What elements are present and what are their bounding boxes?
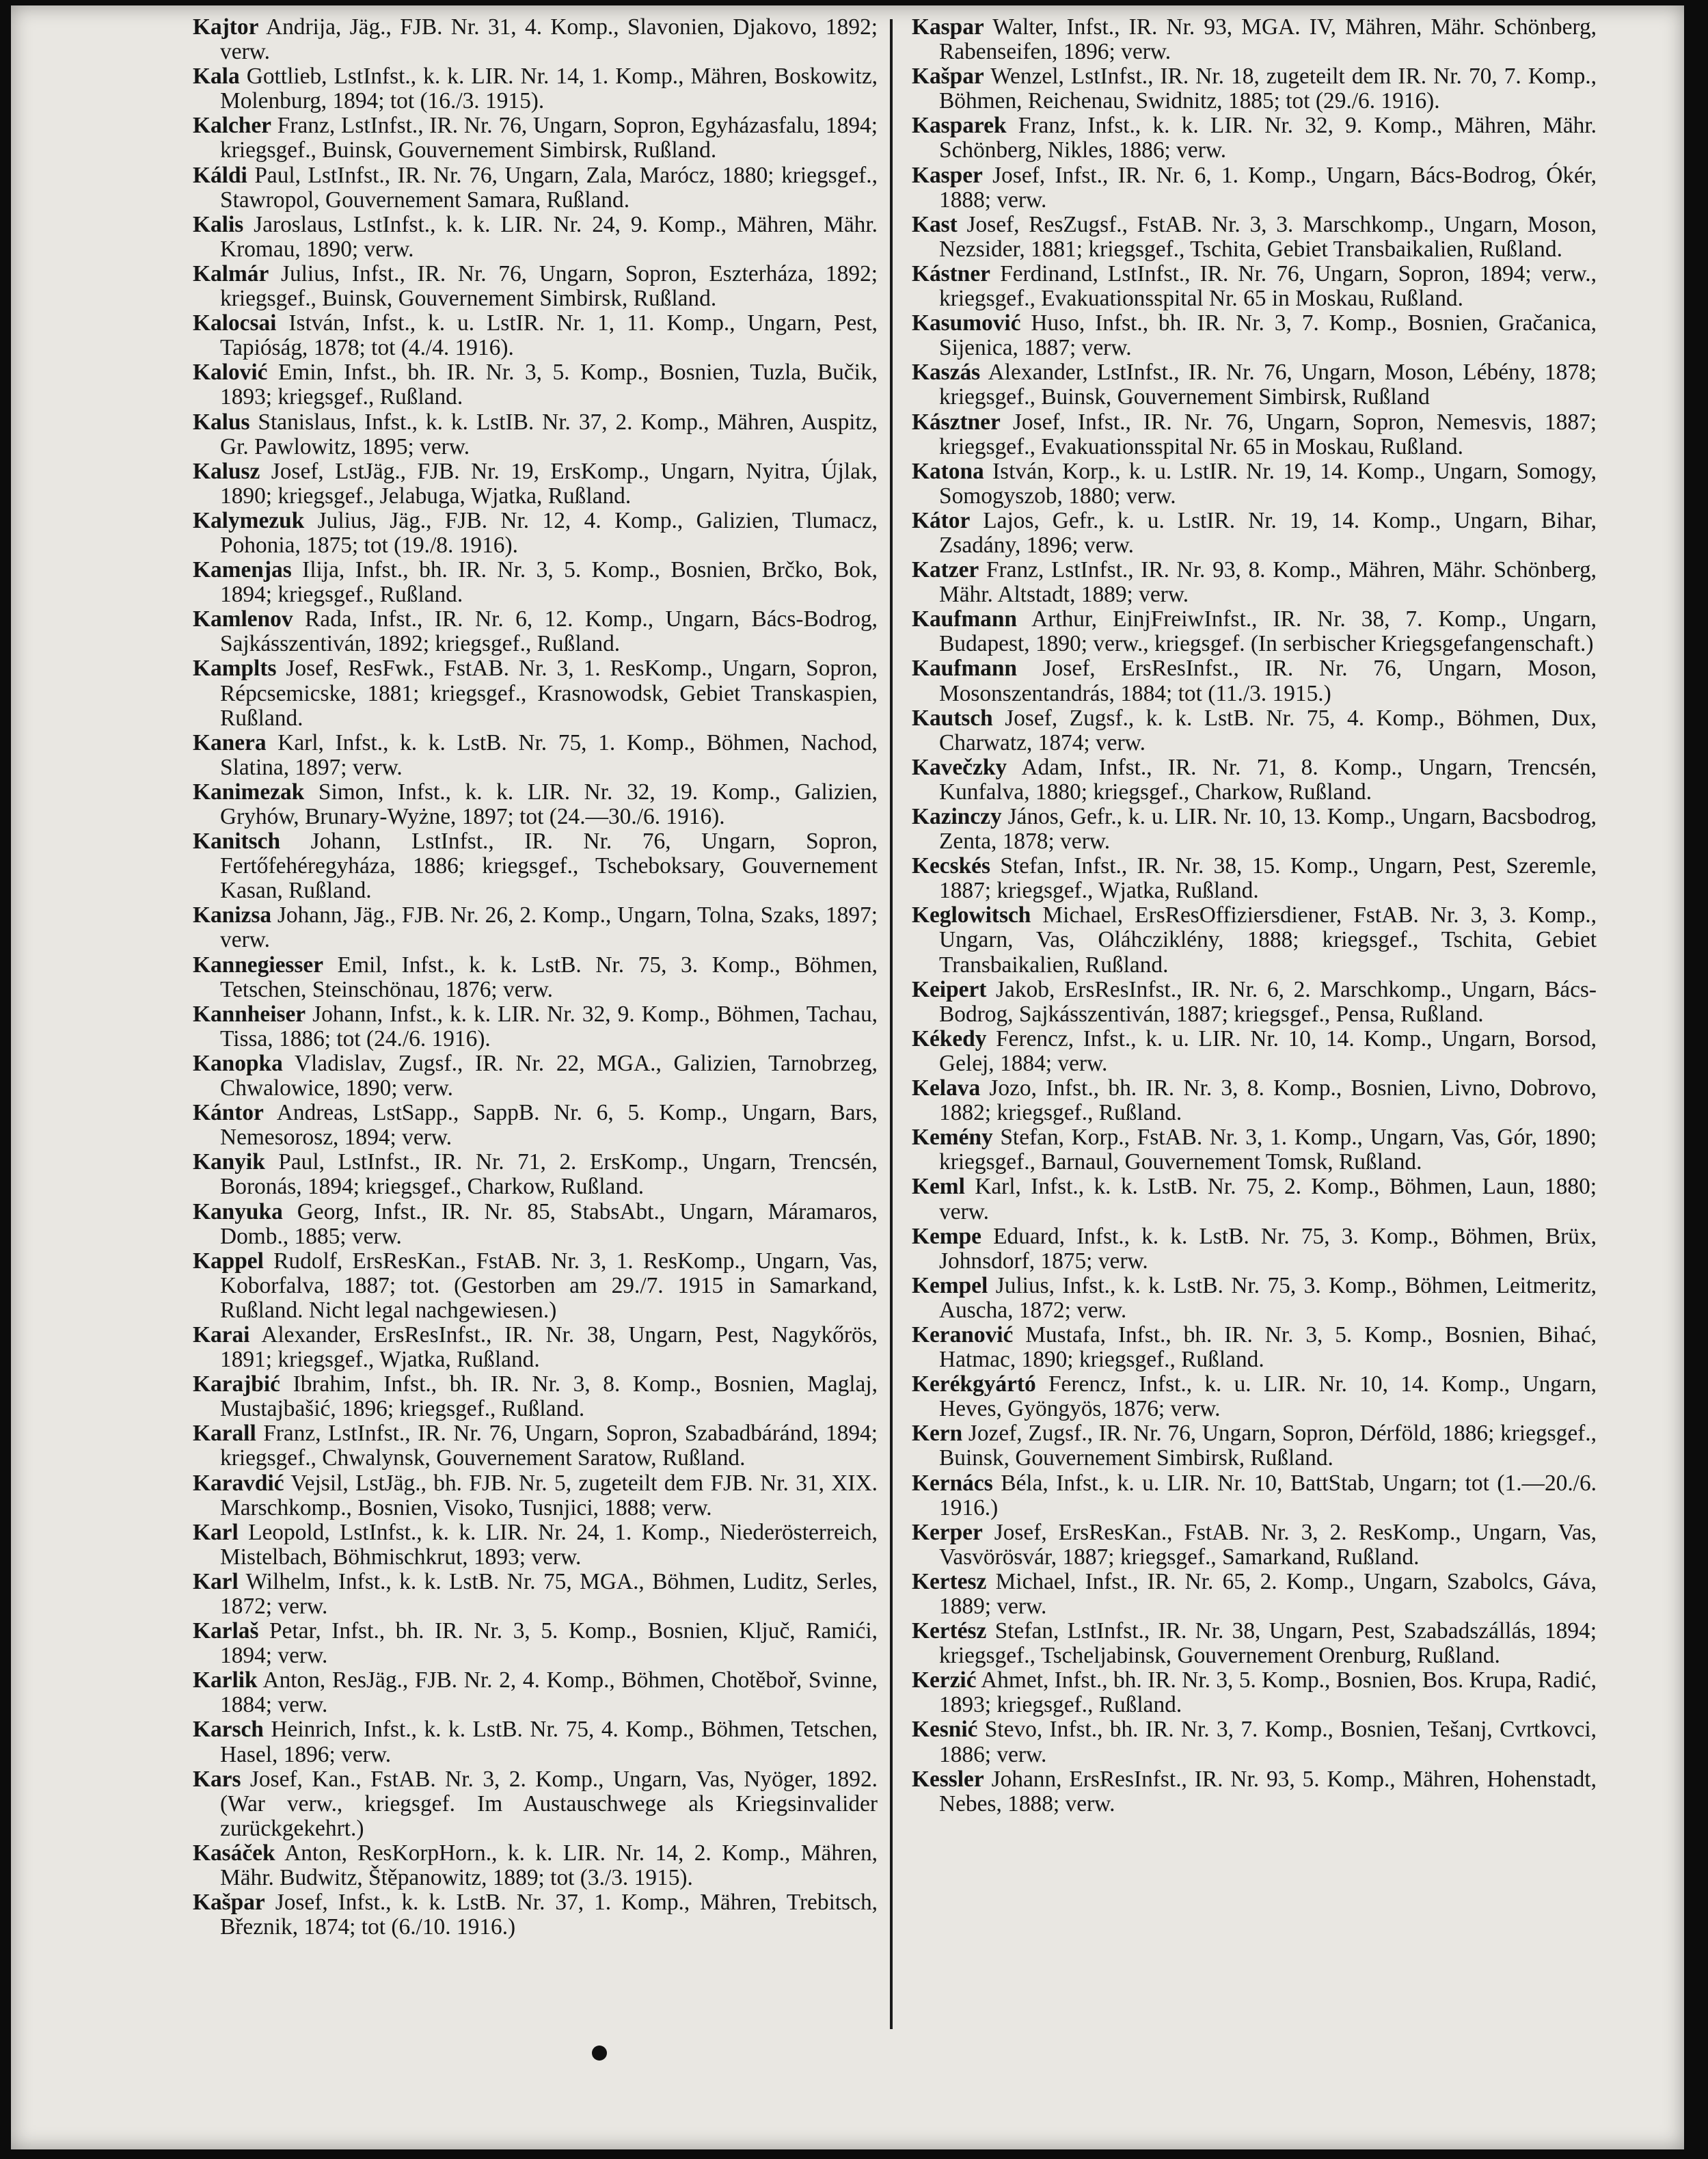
list-entry	[912, 1520, 1597, 1570]
entry-details: Julius, Infst., IR. Nr. 76, Ungarn, Sopron, Eszterháza, 1892; kriegsgef., Buinsk, Gouvernement Simbirsk, Rußland.	[220, 260, 878, 312]
entry-details: Jakob, ErsResInfst., IR. Nr. 6, 2. Marschkomp., Ungarn, Bács-Bodrog, Sajkásszentiván, 1887; kriegsgef., Pensa, Rußland.	[939, 976, 1597, 1027]
entry-surname: Kappel	[193, 1248, 264, 1274]
entry-surname: Kántor	[193, 1100, 264, 1126]
entry-details: Emin, Infst., bh. IR. Nr. 3, 5. Komp., Bosnien, Tuzla, Bučik, 1893; kriegsgef., Rußland.	[220, 360, 878, 410]
list-entry	[193, 311, 878, 360]
entry-details: Vejsil, LstJäg., bh. FJB. Nr. 5, zugeteilt dem FJB. Nr. 31, XIX. Marschkomp., Bosnien, Visoko, Tusnjici, 1888; verw.	[220, 1470, 878, 1520]
entry-surname: Kástner	[912, 260, 990, 286]
list-entry	[912, 755, 1597, 805]
entry-surname: Kanimezak	[193, 779, 305, 805]
list-entry	[193, 1150, 878, 1199]
entry-details: Josef, ResZugsf., FstAB. Nr. 3, 3. Marschkomp., Ungarn, Moson, Nezsider, 1881; kriegsgef., Tschita, Gebiet Transbaikalien, Rußland.	[939, 211, 1597, 262]
list-entry	[912, 978, 1597, 1027]
entry-surname: Kerzić	[912, 1667, 977, 1693]
entry-surname: Kaspar	[912, 14, 984, 40]
entry-details: Ilija, Infst., bh. IR. Nr. 3, 5. Komp., Bosnien, Brčko, Bok, 1894; kriegsgef., Rußland.	[220, 557, 878, 608]
entry-details: Josef, ErsResKan., FstAB. Nr. 3, 2. ResKomp., Ungarn, Vas, Vasvörösvár, 1887; kriegsgef., Samarkand, Rußland.	[939, 1519, 1597, 1570]
list-entry	[912, 15, 1597, 64]
entry-details: Georg, Infst., IR. Nr. 85, StabsAbt., Ungarn, Máramaros, Domb., 1885; verw.	[220, 1198, 878, 1249]
entry-surname: Kalus	[193, 409, 250, 435]
entry-surname: Keglowitsch	[912, 902, 1031, 928]
list-entry	[912, 558, 1597, 607]
list-entry	[193, 558, 878, 607]
list-entry	[912, 459, 1597, 509]
entry-surname: Kamenjas	[193, 557, 292, 583]
entry-details: Josef, Infst., IR. Nr. 76, Ungarn, Sopron, Nemesvis, 1887; kriegsgef., Evakuationsspital Nr. 65 in Moskau, Rußland.	[939, 409, 1597, 459]
entry-surname: Kanopka	[193, 1050, 283, 1076]
right-column	[912, 15, 1597, 1816]
entry-details: Andrija, Jäg., FJB. Nr. 31, 4. Komp., Slavonien, Djakovo, 1892; verw.	[220, 14, 878, 65]
entry-details: Michael, ErsResOffiziersdiener, FstAB. Nr. 3, 3. Komp., Ungarn, Vas, Oláhcziklény, 1888; kriegsgef., Tschita, Gebiet Transbaikalien, Rußland.	[939, 902, 1597, 978]
list-entry	[912, 1471, 1597, 1520]
entry-surname: Kanyuka	[193, 1198, 283, 1224]
entry-surname: Kalusz	[193, 458, 260, 484]
entry-details: Vladislav, Zugsf., IR. Nr. 22, MGA., Galizien, Tarnobrzeg, Chwalowice, 1890; verw.	[220, 1050, 878, 1101]
list-entry	[193, 163, 878, 213]
document-page	[11, 5, 1684, 2149]
list-entry	[912, 1175, 1597, 1224]
entry-details: Karl, Infst., k. k. LstB. Nr. 75, 1. Komp., Böhmen, Nachod, Slatina, 1897; verw.	[220, 729, 878, 780]
entry-details: Josef, ErsResInfst., IR. Nr. 76, Ungarn, Moson, Mosonszentandrás, 1884; tot (11./3. 1915.)	[939, 656, 1597, 706]
entry-surname: Kaufmann	[912, 606, 1018, 632]
entry-details: Adam, Infst., IR. Nr. 71, 8. Komp., Ungarn, Trencsén, Kunfalva, 1880; kriegsgef., Charkow, Rußland.	[939, 754, 1597, 805]
list-entry	[912, 262, 1597, 311]
list-entry	[193, 829, 878, 903]
entry-surname: Keranović	[912, 1322, 1014, 1347]
entry-surname: Kazinczy	[912, 804, 1002, 829]
list-entry	[912, 1076, 1597, 1125]
entry-details: Emil, Infst., k. k. LstB. Nr. 75, 3. Komp., Böhmen, Tetschen, Steinschönau, 1876; verw.	[220, 952, 878, 1002]
entry-surname: Kern	[912, 1421, 963, 1447]
entry-details: Franz, LstInfst., IR. Nr. 93, 8. Komp., Mähren, Mähr. Schönberg, Mähr. Altstadt, 1889; verw.	[939, 557, 1597, 608]
entry-surname: Kékedy	[912, 1025, 987, 1051]
entry-details: Johann, ErsResInfst., IR. Nr. 93, 5. Komp., Mähren, Hohenstadt, Nebes, 1888; verw.	[939, 1766, 1597, 1816]
entry-surname: Kala	[193, 64, 240, 90]
entry-surname: Kalović	[193, 360, 268, 386]
entry-details: Josef, Infst., k. k. LstB. Nr. 37, 1. Komp., Mähren, Trebitsch, Březnik, 1874; tot (6./10. 1916.)	[220, 1890, 878, 1940]
entry-details: Gottlieb, LstInfst., k. k. LIR. Nr. 14, 1. Komp., Mähren, Boskowitz, Molenburg, 1894; tot (16./3. 1915).	[220, 64, 878, 114]
entry-surname: Karlik	[193, 1667, 258, 1693]
list-entry	[912, 854, 1597, 903]
left-column	[193, 15, 878, 1940]
entry-surname: Karall	[193, 1421, 256, 1447]
list-entry	[912, 64, 1597, 113]
entry-surname: Kelava	[912, 1075, 981, 1101]
entry-details: Stevo, Infst., bh. IR. Nr. 3, 7. Komp., Bosnien, Tešanj, Cvrtkovci, 1886; verw.	[939, 1717, 1597, 1767]
list-entry	[912, 706, 1597, 755]
entry-surname: Kessler	[912, 1766, 984, 1792]
entry-details: Ibrahim, Infst., bh. IR. Nr. 3, 8. Komp., Bosnien, Maglaj, Mustajbašić, 1896; kriegsgef., Rußland.	[220, 1371, 878, 1422]
entry-surname: Karl	[193, 1519, 239, 1545]
entry-details: Johann, Jäg., FJB. Nr. 26, 2. Komp., Ungarn, Tolna, Szaks, 1897; verw.	[220, 902, 878, 953]
list-entry	[193, 1323, 878, 1372]
entry-details: Josef, Infst., IR. Nr. 6, 1. Komp., Ungarn, Bács-Bodrog, Ókér, 1888; verw.	[939, 162, 1597, 213]
list-entry	[193, 953, 878, 1002]
entry-surname: Kašpar	[193, 1890, 265, 1916]
entry-surname: Kašpar	[912, 64, 984, 90]
entry-details: Jozef, Zugsf., IR. Nr. 76, Ungarn, Sopron, Dérföld, 1886; kriegsgef., Buinsk, Gouvernement Simbirsk, Rußland.	[939, 1421, 1597, 1471]
entry-surname: Kasper	[912, 162, 983, 188]
list-entry	[193, 1372, 878, 1421]
entry-details: Paul, LstInfst., IR. Nr. 76, Ungarn, Zala, Marócz, 1880; kriegsgef., Stawropol, Gouvernement Samara, Rußland.	[220, 162, 878, 213]
list-entry	[193, 113, 878, 163]
entry-details: Stefan, Korp., FstAB. Nr. 3, 1. Komp., Ungarn, Vas, Gór, 1890; kriegsgef., Barnaul, Gouvernement Tomsk, Rußland.	[939, 1125, 1597, 1175]
list-entry	[193, 1668, 878, 1717]
entry-surname: Kalocsai	[193, 310, 277, 336]
entry-details: Wenzel, LstInfst., IR. Nr. 18, zugeteilt dem IR. Nr. 70, 7. Komp., Böhmen, Reichenau, Swidnitz, 1885; tot (29./6. 1916).	[939, 64, 1597, 114]
list-entry	[193, 459, 878, 509]
entry-details: Lajos, Gefr., k. u. LstIR. Nr. 19, 14. Komp., Ungarn, Bihar, Zsadány, 1896; verw.	[939, 507, 1597, 558]
entry-details: Julius, Jäg., FJB. Nr. 12, 4. Komp., Galizien, Tlumacz, Pohonia, 1875; tot (19./8. 1916).	[220, 507, 878, 558]
entry-surname: Kempel	[912, 1272, 988, 1298]
entry-details: Anton, ResKorpHorn., k. k. LIR. Nr. 14, 2. Komp., Mähren, Mähr. Budwitz, Štěpanowitz, 1889; tot (3./3. 1915).	[220, 1840, 878, 1891]
entry-details: Andreas, LstSapp., SappB. Nr. 6, 5. Komp., Ungarn, Bars, Nemesorosz, 1894; verw.	[220, 1100, 878, 1151]
list-entry	[193, 410, 878, 459]
entry-details: Petar, Infst., bh. IR. Nr. 3, 5. Komp., Bosnien, Ključ, Ramići, 1894; verw.	[220, 1618, 878, 1669]
entry-surname: Kasáček	[193, 1840, 275, 1866]
list-entry	[912, 1570, 1597, 1619]
entry-details: Eduard, Infst., k. k. LstB. Nr. 75, 3. Komp., Böhmen, Brüx, Johnsdorf, 1875; verw.	[939, 1223, 1597, 1274]
list-entry	[193, 903, 878, 952]
list-entry	[193, 1520, 878, 1570]
entry-surname: Kast	[912, 211, 958, 237]
entry-details: János, Gefr., k. u. LIR. Nr. 10, 13. Komp., Ungarn, Bacsbodrog, Zenta, 1878; verw.	[939, 804, 1597, 855]
entry-surname: Kannheiser	[193, 1001, 306, 1027]
list-entry	[912, 607, 1597, 656]
entry-surname: Kertesz	[912, 1568, 987, 1594]
entry-surname: Kalcher	[193, 113, 271, 139]
entry-details: Michael, Infst., IR. Nr. 65, 2. Komp., Ungarn, Szabolcs, Gáva, 1889; verw.	[939, 1568, 1597, 1619]
entry-surname: Karajbić	[193, 1371, 280, 1397]
entry-details: Walter, Infst., IR. Nr. 93, MGA. IV, Mähren, Mähr. Schönberg, Rabenseifen, 1896; verw.	[939, 14, 1597, 65]
list-entry	[912, 1274, 1597, 1323]
list-entry	[912, 163, 1597, 213]
entry-surname: Kesnić	[912, 1717, 978, 1743]
entry-surname: Karl	[193, 1568, 239, 1594]
list-entry	[912, 213, 1597, 262]
entry-details: Josef, Zugsf., k. k. LstB. Nr. 75, 4. Komp., Böhmen, Dux, Charwatz, 1874; verw.	[939, 705, 1597, 755]
list-entry	[193, 509, 878, 558]
entry-details: Ferdinand, LstInfst., IR. Nr. 76, Ungarn, Sopron, 1894; verw., kriegsgef., Evakuationsspital Nr. 65 in Moskau, Rußland.	[939, 260, 1597, 312]
entry-details: Paul, LstInfst., IR. Nr. 71, 2. ErsKomp., Ungarn, Trencsén, Boronás, 1894; kriegsgef., Charkow, Rußland.	[220, 1149, 878, 1200]
entry-surname: Kaszás	[912, 360, 981, 386]
list-entry	[193, 262, 878, 311]
entry-surname: Kamplts	[193, 656, 277, 682]
entry-surname: Kanyik	[193, 1149, 265, 1175]
entry-surname: Kavečzky	[912, 754, 1007, 780]
list-entry	[912, 360, 1597, 410]
entry-surname: Kalmár	[193, 260, 269, 286]
list-entry	[912, 1027, 1597, 1076]
list-entry	[193, 656, 878, 730]
list-entry	[193, 1841, 878, 1890]
entry-details: Rudolf, ErsResKan., FstAB. Nr. 3, 1. ResKomp., Ungarn, Vas, Koborfalva, 1887; tot. (Gestorben am 29./7. 1915 in Samarkand, Rußland. Nicht legal nachgewiesen.)	[220, 1248, 878, 1323]
entry-surname: Kasparek	[912, 113, 1007, 139]
entry-surname: Kempe	[912, 1223, 981, 1249]
list-entry	[912, 1421, 1597, 1471]
entry-surname: Kamlenov	[193, 606, 293, 632]
list-entry	[193, 15, 878, 64]
entry-surname: Karsch	[193, 1717, 264, 1743]
entry-surname: Kanizsa	[193, 902, 272, 928]
entry-details: Ahmet, Infst., bh. IR. Nr. 3, 5. Komp., Bosnien, Bos. Krupa, Radić, 1893; kriegsgef., Rußland.	[939, 1667, 1597, 1718]
entry-surname: Kerper	[912, 1519, 983, 1545]
entry-details: Béla, Infst., k. u. LIR. Nr. 10, BattStab, Ungarn; tot (1.—20./6. 1916.)	[939, 1470, 1597, 1520]
entry-surname: Kemény	[912, 1125, 993, 1151]
entry-surname: Kertész	[912, 1618, 987, 1644]
list-entry	[193, 360, 878, 410]
entry-details: Karl, Infst., k. k. LstB. Nr. 75, 2. Komp., Böhmen, Laun, 1880; verw.	[939, 1174, 1597, 1224]
list-entry	[912, 311, 1597, 360]
list-entry	[912, 1619, 1597, 1668]
entry-surname: Karavdić	[193, 1470, 284, 1496]
list-entry	[912, 805, 1597, 854]
entry-surname: Keml	[912, 1174, 965, 1200]
list-entry	[193, 1051, 878, 1101]
entry-surname: Kautsch	[912, 705, 993, 731]
entry-details: Stefan, LstInfst., IR. Nr. 38, Ungarn, Pest, Szabadszállás, 1894; kriegsgef., Tscheljabinsk, Gouvernement Orenburg, Rußland.	[939, 1618, 1597, 1669]
entry-details: Jaroslaus, LstInfst., k. k. LIR. Nr. 24, 9. Komp., Mähren, Mähr. Kromau, 1890; verw.	[220, 211, 878, 262]
entry-details: Wilhelm, Infst., k. k. LstB. Nr. 75, MGA., Böhmen, Luditz, Serles, 1872; verw.	[220, 1568, 878, 1619]
entry-details: Arthur, EinjFreiwInfst., IR. Nr. 38, 7. Komp., Ungarn, Budapest, 1890; verw., kriegsgef. (In serbischer Kriegsgefangenschaft.)	[939, 606, 1597, 657]
entry-surname: Keipert	[912, 976, 987, 1002]
list-entry	[912, 1717, 1597, 1767]
entry-details: Ferencz, Infst., k. u. LIR. Nr. 10, 14. Komp., Ungarn, Borsod, Gelej, 1884; verw.	[939, 1025, 1597, 1076]
list-entry	[193, 780, 878, 829]
entry-details: Josef, Kan., FstAB. Nr. 3, 2. Komp., Ungarn, Vas, Nyöger, 1892. (War verw., kriegsgef. Im Austauschwege als Kriegsinvalider zurückgekehrt.)	[220, 1766, 878, 1841]
list-entry	[193, 213, 878, 262]
entry-surname: Kanitsch	[193, 829, 281, 855]
entry-details: Stanislaus, Infst., k. k. LstIB. Nr. 37, 2. Komp., Mähren, Auspitz, Gr. Pawlowitz, 1895; verw.	[220, 409, 878, 459]
list-entry	[193, 1890, 878, 1940]
entry-details: Simon, Infst., k. k. LIR. Nr. 32, 19. Komp., Galizien, Gryhów, Brunary-Wyżne, 1897; tot (24.—30./6. 1916).	[220, 779, 878, 829]
entry-surname: Kerékgyártó	[912, 1371, 1036, 1397]
list-entry	[912, 1125, 1597, 1175]
entry-details: Stefan, Infst., IR. Nr. 38, 15. Komp., Ungarn, Pest, Szeremle, 1887; kriegsgef., Wjatka, Rußland.	[939, 853, 1597, 904]
list-entry	[193, 1619, 878, 1668]
entry-details: Rada, Infst., IR. Nr. 6, 12. Komp., Ungarn, Bács-Bodrog, Sajkásszentiván, 1892; kriegsgef., Rußland.	[220, 606, 878, 657]
list-entry	[193, 1421, 878, 1471]
entry-details: Huso, Infst., bh. IR. Nr. 3, 7. Komp., Bosnien, Gračanica, Sijenica, 1887; verw.	[939, 310, 1597, 361]
list-entry	[912, 509, 1597, 558]
list-entry	[193, 1570, 878, 1619]
entry-details: Alexander, ErsResInfst., IR. Nr. 38, Ungarn, Pest, Nagykőrös, 1891; kriegsgef., Wjatka, Rußland.	[220, 1322, 878, 1373]
entry-surname: Kásztner	[912, 409, 1001, 435]
entry-details: Josef, LstJäg., FJB. Nr. 19, ErsKomp., Ungarn, Nyitra, Újlak, 1890; kriegsgef., Jelabuga, Wjatka, Rußland.	[220, 458, 878, 509]
entry-surname: Kanera	[193, 729, 267, 755]
entry-surname: Kecskés	[912, 853, 990, 879]
entry-surname: Kannegiesser	[193, 952, 324, 978]
list-entry	[912, 1323, 1597, 1372]
entry-details: Franz, LstInfst., IR. Nr. 76, Ungarn, Sopron, Egyházasfalu, 1894; kriegsgef., Buinsk, Gouvernement Simbirsk, Rußland.	[220, 113, 878, 163]
list-entry	[912, 410, 1597, 459]
list-entry	[193, 731, 878, 780]
entry-details: Franz, Infst., k. k. LIR. Nr. 32, 9. Komp., Mähren, Mähr. Schönberg, Nikles, 1886; verw.	[939, 113, 1597, 163]
entry-details: Ferencz, Infst., k. u. LIR. Nr. 10, 14. Komp., Ungarn, Heves, Gyöngyös, 1876; verw.	[939, 1371, 1597, 1422]
entry-surname: Kalymezuk	[193, 507, 305, 533]
list-entry	[193, 1200, 878, 1249]
entry-surname: Kaufmann	[912, 656, 1018, 682]
entry-surname: Kars	[193, 1766, 241, 1792]
entry-details: István, Korp., k. u. LstIR. Nr. 19, 14. Komp., Ungarn, Somogy, Somogyszob, 1880; verw.	[939, 458, 1597, 509]
list-entry	[193, 1249, 878, 1323]
entry-surname: Kalis	[193, 211, 244, 237]
entry-surname: Kernács	[912, 1470, 993, 1496]
list-entry	[912, 1668, 1597, 1717]
entry-surname: Káldi	[193, 162, 247, 188]
ink-dot	[592, 2046, 607, 2061]
entry-details: Franz, LstInfst., IR. Nr. 76, Ungarn, Sopron, Szabadbáránd, 1894; kriegsgef., Chwalynsk, Gouvernement Saratow, Rußland.	[220, 1421, 878, 1471]
entry-details: Josef, ResFwk., FstAB. Nr. 3, 1. ResKomp., Ungarn, Sopron, Répcsemicske, 1881; kriegsgef., Krasnowodsk, Gebiet Transkaspien, Rußland.	[220, 656, 878, 731]
list-entry	[193, 1101, 878, 1150]
list-entry	[193, 607, 878, 656]
list-entry	[912, 1372, 1597, 1421]
list-entry	[912, 1767, 1597, 1816]
list-entry	[912, 903, 1597, 977]
entry-details: Julius, Infst., k. k. LstB. Nr. 75, 3. Komp., Böhmen, Leitmeritz, Auscha, 1872; verw.	[939, 1272, 1597, 1323]
entry-details: Anton, ResJäg., FJB. Nr. 2, 4. Komp., Böhmen, Chotěboř, Svinne, 1884; verw.	[220, 1667, 878, 1718]
entry-surname: Katzer	[912, 557, 979, 583]
entry-details: Johann, Infst., k. k. LIR. Nr. 32, 9. Komp., Böhmen, Tachau, Tissa, 1886; tot (24./6. 1916).	[220, 1001, 878, 1051]
entry-details: Mustafa, Infst., bh. IR. Nr. 3, 5. Komp., Bosnien, Bihać, Hatmac, 1890; kriegsgef., Rußland.	[939, 1322, 1597, 1373]
entry-details: Jozo, Infst., bh. IR. Nr. 3, 8. Komp., Bosnien, Livno, Dobrovo, 1882; kriegsgef., Rußland.	[939, 1075, 1597, 1126]
list-entry	[193, 1471, 878, 1520]
list-entry	[193, 1717, 878, 1767]
entry-surname: Katona	[912, 458, 984, 484]
list-entry	[912, 656, 1597, 706]
entry-surname: Karlaš	[193, 1618, 259, 1644]
entry-surname: Karai	[193, 1322, 250, 1347]
list-entry	[193, 1002, 878, 1051]
list-entry	[912, 113, 1597, 163]
entry-details: Johann, LstInfst., IR. Nr. 76, Ungarn, Sopron, Fertőfehéregyháza, 1886; kriegsgef., Tscheboksary, Gouvernement Kasan, Rußland.	[220, 829, 878, 904]
column-divider	[890, 19, 893, 2029]
list-entry	[193, 64, 878, 113]
entry-details: Heinrich, Infst., k. k. LstB. Nr. 75, 4. Komp., Böhmen, Tetschen, Hasel, 1896; verw.	[220, 1717, 878, 1767]
entry-details: Leopold, LstInfst., k. k. LIR. Nr. 24, 1. Komp., Niederösterreich, Mistelbach, Böhmischkrut, 1893; verw.	[220, 1519, 878, 1570]
list-entry	[193, 1767, 878, 1841]
entry-surname: Kátor	[912, 507, 971, 533]
entry-surname: Kajtor	[193, 14, 259, 40]
entry-surname: Kasumović	[912, 310, 1021, 336]
entry-details: István, Infst., k. u. LstIR. Nr. 1, 11. Komp., Ungarn, Pest, Tapióság, 1878; tot (4./4. 1916).	[220, 310, 878, 361]
list-entry	[912, 1224, 1597, 1274]
entry-details: Alexander, LstInfst., IR. Nr. 76, Ungarn, Moson, Lébény, 1878; kriegsgef., Buinsk, Gouvernement Simbirsk, Rußland	[939, 360, 1597, 410]
